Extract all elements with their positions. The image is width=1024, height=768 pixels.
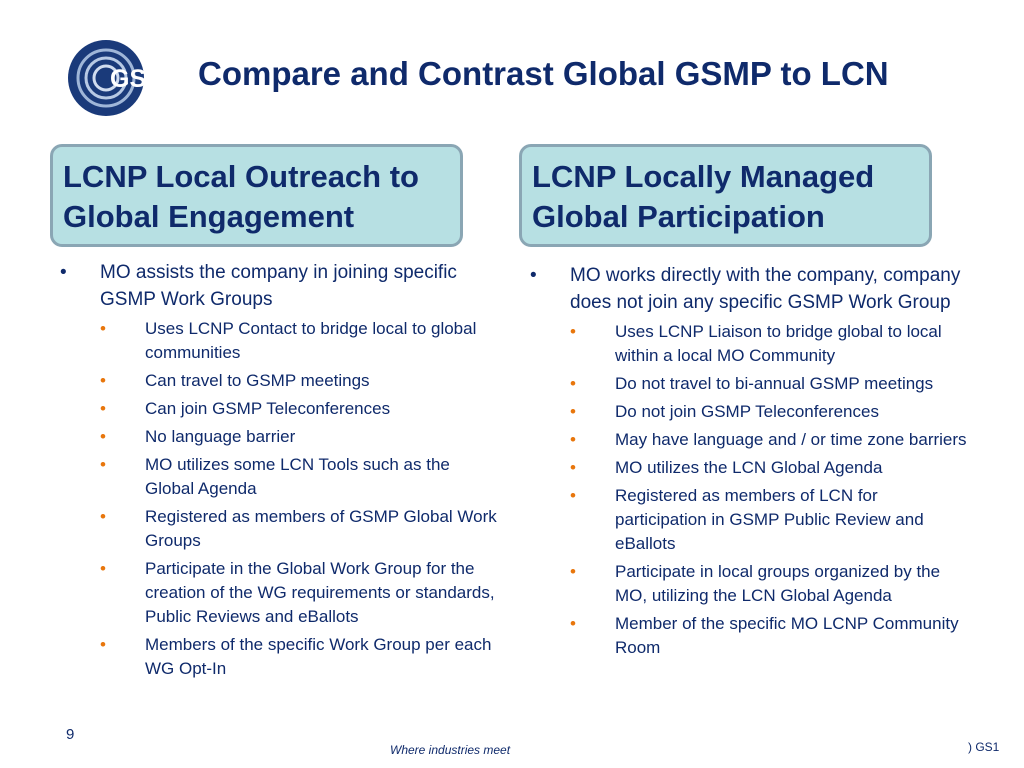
right-column [530,262,970,664]
list-item: • MO utilizes some LCN Tools such as the Global Agenda [100,455,450,498]
list-item: • Uses LCNP Liaison to bridge global to local within a local MO Community [570,322,942,365]
orange-bullet-icon: • [570,614,576,633]
orange-bullet-icon: • [100,371,106,390]
list-item: • Do not join GSMP Teleconferences [570,400,970,424]
left-column [60,259,500,685]
left-main-text: MO assists the company in joining specific GSMP Work Groups [100,262,457,310]
orange-bullet-icon: • [100,319,106,338]
orange-bullet-icon: • [100,559,106,578]
list-item: • Registered as members of LCN for participation in GSMP Public Review and eBallots [570,486,924,553]
bullet-icon: • [530,265,537,286]
orange-bullet-icon: • [570,374,576,393]
list-item: • Member of the specific MO LCNP Community Room [570,614,959,657]
list-item: • Participate in local groups organized by the MO, utilizing the LCN Global Agenda [570,562,941,605]
orange-bullet-icon: • [570,322,576,341]
orange-bullet-icon: • [100,507,106,526]
orange-bullet-icon: • [100,455,106,474]
right-main-text: MO works directly with the company, company does not join any specific GSMP Work Group [570,265,961,313]
right-sub-list [530,320,970,660]
list-item: • Members of the specific Work Group per each WG Opt-In [100,635,492,678]
orange-bullet-icon: • [570,430,576,449]
orange-bullet-icon: • [100,399,106,418]
list-item: • Can travel to GSMP meetings [100,369,500,393]
orange-bullet-icon: • [100,427,106,446]
list-item: • Registered as members of GSMP Global Work Groups [100,507,497,550]
footer-tagline: Where industries meet [390,743,511,757]
list-item: • Participate in the Global Work Group for the creation of the WG requirements or standards, Public Reviews and eBallots [100,559,495,626]
left-column-header: LCNP Local Outreach to Global Engagement [50,144,463,247]
right-main-bullet [530,262,970,316]
left-sub-list [60,317,500,681]
orange-bullet-icon: • [570,562,576,581]
bullet-icon: • [60,262,67,283]
copyright-text: ) GS1 [968,740,1000,754]
list-item: • May have language and / or time zone barriers [570,428,970,452]
slide-number: 9 [66,726,75,743]
list-item: • MO utilizes the LCN Global Agenda [570,456,970,480]
orange-bullet-icon: • [570,458,576,477]
orange-bullet-icon: • [570,486,576,505]
svg-text:GS1: GS1 [110,65,161,93]
list-item: • Uses LCNP Contact to bridge local to global communities [100,319,477,362]
orange-bullet-icon: • [100,635,106,654]
list-item: • Can join GSMP Teleconferences [100,397,500,421]
slide-title: Compare and Contrast Global GSMP to LCN [198,55,889,92]
right-column-header: LCNP Locally Managed Global Participation [519,144,932,247]
list-item: • Do not travel to bi-annual GSMP meetings [570,372,970,396]
left-main-bullet [60,259,500,313]
list-item: • No language barrier [100,425,500,449]
orange-bullet-icon: • [570,402,576,421]
gs1-logo [66,34,166,124]
